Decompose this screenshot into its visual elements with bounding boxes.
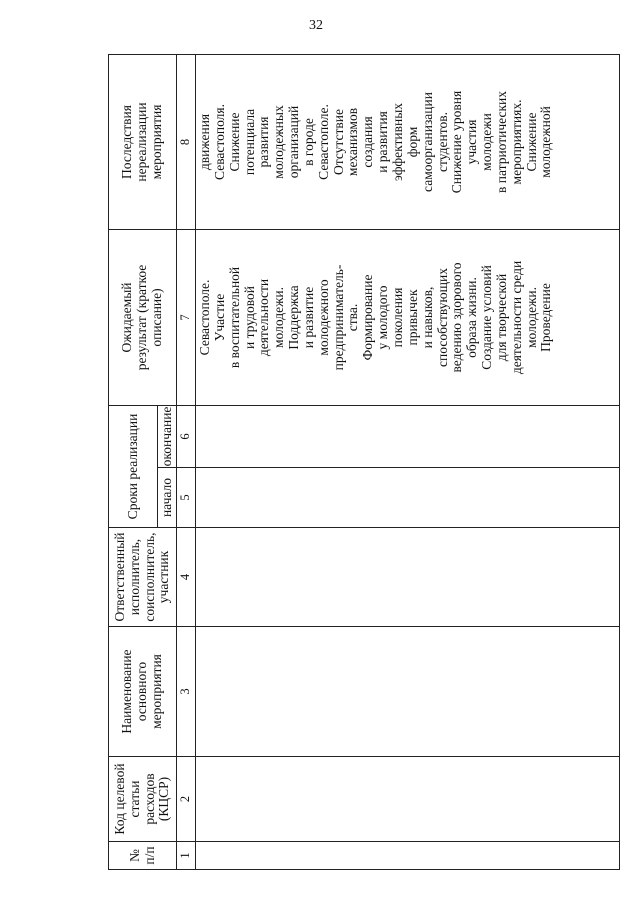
header-consequences: Последствия нереализации мероприятия (109, 54, 177, 229)
consequence-line: участия (464, 119, 480, 165)
expected-result-line: ства. (345, 303, 361, 332)
column-number-4: 4 (177, 528, 196, 627)
cell-responsible (196, 528, 620, 627)
header-responsible: Ответственный исполнитель, соисполнитель, участник (109, 528, 177, 627)
header-expected-result: Ожидаемый результат (краткое описание) (109, 229, 177, 405)
column-number-2: 2 (177, 757, 196, 842)
consequence-line: потенциала (241, 108, 257, 176)
expected-result-line: деятельности среди (508, 260, 524, 375)
header-end: окончание (158, 405, 177, 467)
cell-number (196, 842, 620, 870)
consequence-line: организаций (286, 105, 302, 179)
consequence-line: форм (404, 126, 420, 158)
expected-result-line: поколения (389, 287, 405, 348)
header-measure-name: Наименование основного мероприятия (109, 627, 177, 757)
header-implementation-period: Сроки реализации (109, 405, 158, 527)
consequence-line: и развития (375, 111, 391, 173)
header-kcsr: Код целевой статьи расходов (КЦСР) (109, 757, 177, 842)
page-number: 32 (309, 18, 323, 33)
expected-result-line: Создание условий (479, 265, 495, 370)
consequence-line: самоорганизации (419, 92, 435, 192)
header-number: № п/п (109, 842, 177, 870)
consequence-line: мероприятиях. (508, 99, 524, 185)
column-number-5: 5 (177, 468, 196, 528)
expected-result-line: образа жизни. (464, 277, 480, 358)
rotated-table-wrapper (108, 55, 620, 870)
measures-table (108, 54, 620, 870)
cell-start (196, 468, 620, 528)
consequence-line: движения (197, 113, 212, 171)
consequence-line: развития (256, 116, 272, 168)
column-number-7: 7 (177, 229, 196, 405)
expected-result-line: и трудовой (241, 285, 257, 349)
column-number-1: 1 (177, 842, 196, 870)
consequence-line: в патриотических (493, 90, 509, 193)
expected-result-line: и навыков, (419, 286, 435, 349)
consequence-line: Отсутствие (330, 109, 346, 175)
consequence-line: Снижение уровня (449, 90, 465, 194)
cell-measure-name (196, 627, 620, 757)
expected-result-line: Формирование (360, 274, 376, 361)
consequence-line: Севастополе. (315, 104, 331, 180)
expected-result-line: Проведение (538, 283, 554, 352)
expected-result-line: у молодого (375, 285, 391, 350)
expected-result-line: для творческой (493, 273, 509, 362)
expected-result-line: предприниматель- (330, 264, 346, 371)
column-number-3: 3 (177, 627, 196, 757)
consequence-line: эффективных (389, 102, 405, 182)
header-start: начало (158, 468, 177, 528)
consequence-line: Снижение (523, 112, 539, 172)
consequence-line: Снижение (226, 112, 242, 172)
consequence-line: Севастополя. (211, 104, 227, 180)
expected-result-line: молодежного (315, 279, 331, 356)
consequence-line: молодежной (538, 106, 554, 178)
consequence-line: в городе (300, 118, 316, 166)
cell-end (196, 405, 620, 467)
consequence-line: создания (360, 116, 376, 168)
consequence-line: механизмов (345, 107, 361, 177)
cell-consequences (196, 54, 620, 229)
expected-result-line: в воспитательной (226, 266, 242, 369)
expected-result-line: и развитие (300, 286, 316, 349)
cell-kcsr (196, 757, 620, 842)
consequence-line: студентов. (434, 112, 450, 172)
cell-expected-result (196, 229, 620, 405)
consequence-line: молодежи (479, 113, 495, 171)
expected-result-line: способствующих (434, 268, 450, 367)
column-number-6: 6 (177, 405, 196, 467)
expected-result-line: деятельности (256, 278, 272, 357)
expected-result-line: привычек (404, 289, 420, 346)
expected-result-line: Поддержка (286, 285, 302, 350)
consequence-line: молодежных (271, 105, 287, 179)
expected-result-line: Севастополе. (197, 279, 212, 356)
expected-result-line: Участие (211, 293, 227, 342)
expected-result-line: ведению здорового (449, 262, 465, 373)
expected-result-line: молодежи. (271, 286, 287, 348)
expected-result-line: молодежи. (523, 286, 539, 348)
column-number-8: 8 (177, 54, 196, 229)
